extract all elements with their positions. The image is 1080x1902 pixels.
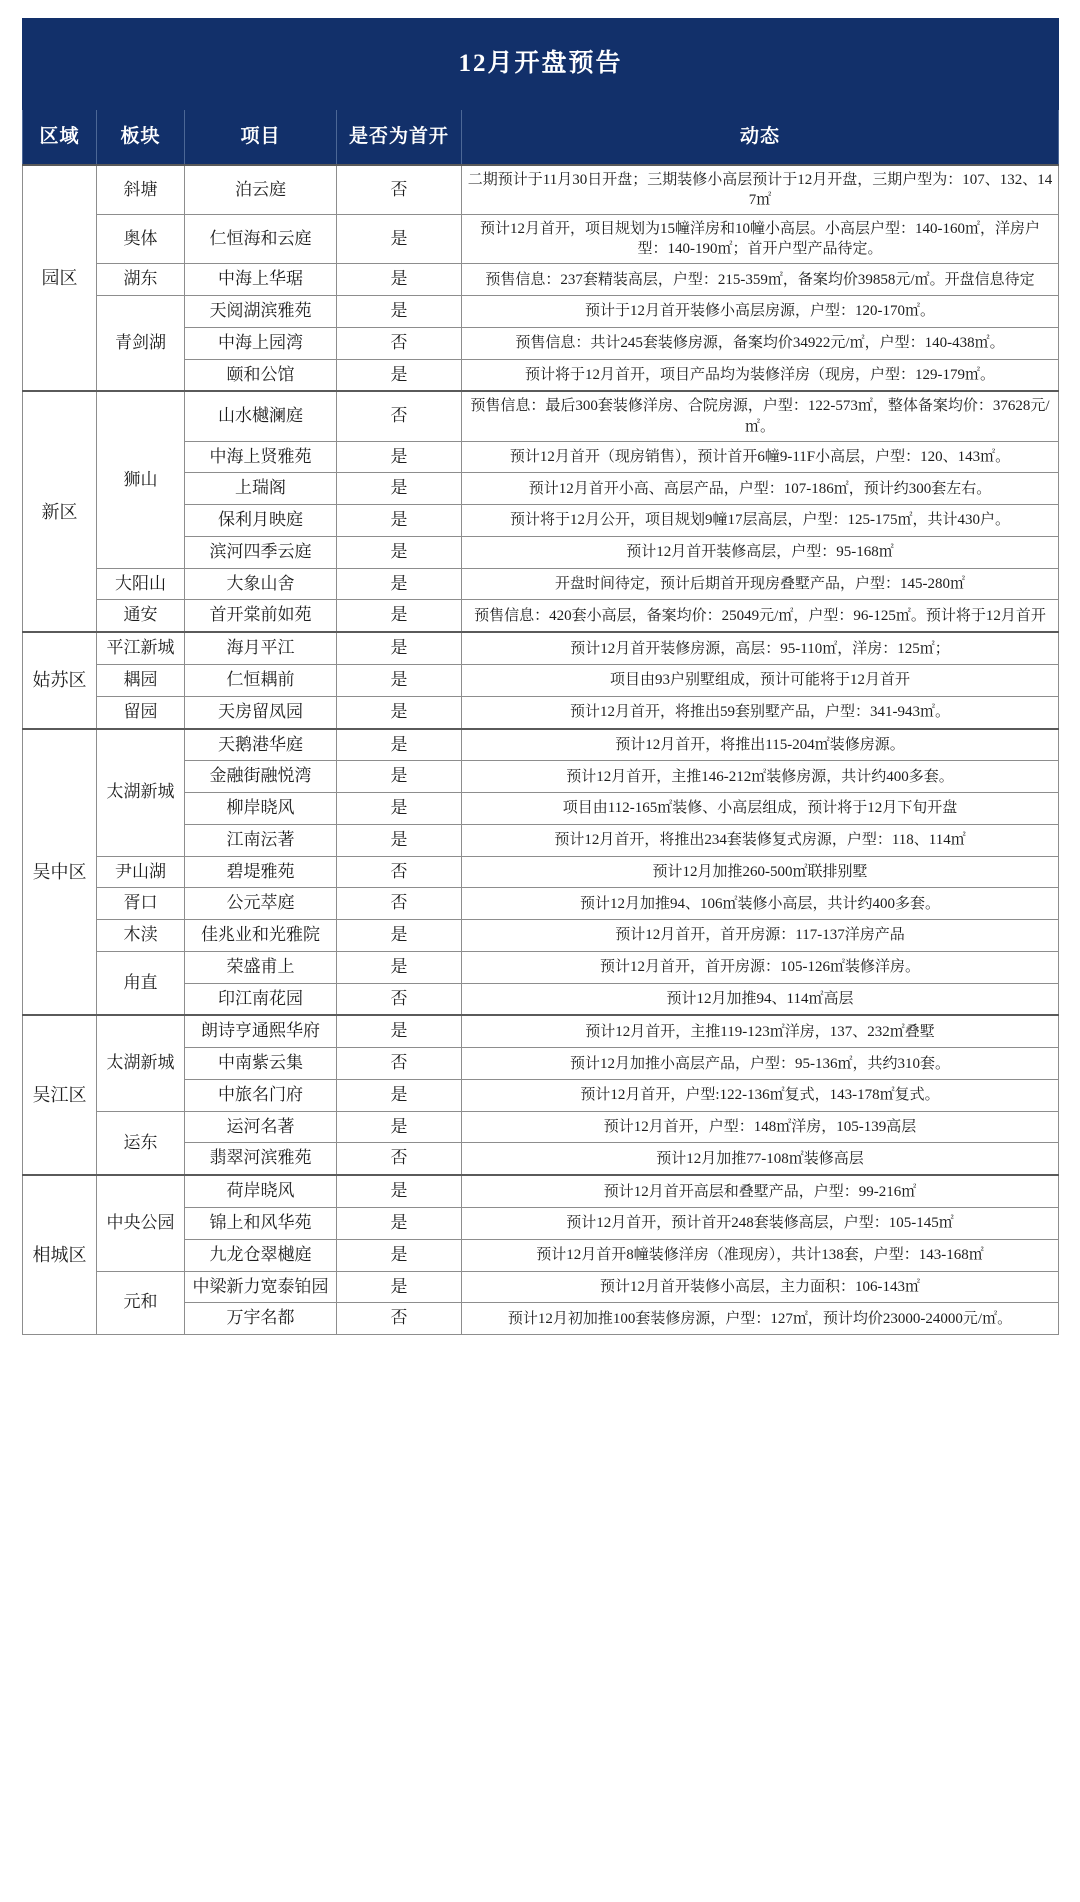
cell-plate: 木渎: [97, 920, 185, 952]
cell-is-first-opening: 是: [337, 1111, 462, 1143]
cell-note: 预计12月首开，预计首开248套装修高层，户型：105-145㎡: [462, 1208, 1059, 1240]
cell-project: 天阅湖滨雅苑: [185, 296, 337, 328]
cell-is-first-opening: 是: [337, 215, 462, 264]
cell-note: 预计12月首开，户型：148㎡洋房，105-139高层: [462, 1111, 1059, 1143]
cell-note: 预计12月首开，将推出59套别墅产品，户型：341-943㎡。: [462, 696, 1059, 728]
table-row: [23, 696, 1059, 728]
cell-note: 预计12月初加推100套装修房源，户型：127㎡，预计均价23000-24000元/㎡。: [462, 1303, 1059, 1335]
cell-project: 柳岸晓风: [185, 793, 337, 825]
cell-plate: 湖东: [97, 264, 185, 296]
cell-is-first-opening: 否: [337, 391, 462, 441]
cell-project: 佳兆业和光雅院: [185, 920, 337, 952]
table-row: [23, 888, 1059, 920]
cell-project: 仁恒海和云庭: [185, 215, 337, 264]
cell-plate: 中央公园: [97, 1175, 185, 1271]
table-row: [23, 664, 1059, 696]
cell-project: 颐和公馆: [185, 359, 337, 391]
cell-is-first-opening: 否: [337, 1048, 462, 1080]
cell-plate: 斜塘: [97, 165, 185, 215]
cell-region: 吴中区: [23, 729, 97, 1016]
cell-project: 中海上园湾: [185, 327, 337, 359]
cell-plate: 甪直: [97, 951, 185, 1015]
cell-is-first-opening: 是: [337, 505, 462, 537]
table-row: [23, 1175, 1059, 1207]
cell-note: 预售信息：最后300套装修洋房、合院房源，户型：122-573㎡，整体备案均价：37628元/㎡。: [462, 391, 1059, 441]
table-row: [23, 1271, 1059, 1303]
cell-plate: 大阳山: [97, 568, 185, 600]
cell-plate: 青剑湖: [97, 296, 185, 392]
cell-is-first-opening: 是: [337, 951, 462, 983]
cell-is-first-opening: 是: [337, 632, 462, 664]
cell-is-first-opening: 否: [337, 327, 462, 359]
cell-is-first-opening: 否: [337, 165, 462, 215]
cell-project: 九龙仓翠樾庭: [185, 1239, 337, 1271]
column-header-project: 项目: [185, 110, 337, 166]
cell-note: 预计12月首开，首开房源：117-137洋房产品: [462, 920, 1059, 952]
table-row: [23, 296, 1059, 328]
cell-project: 大象山舍: [185, 568, 337, 600]
cell-note: 预售信息：共计245套装修房源，备案均价34922元/㎡，户型：140-438㎡。: [462, 327, 1059, 359]
cell-is-first-opening: 是: [337, 1175, 462, 1207]
cell-note: 预计12月加推小高层产品，户型：95-136㎡，共约310套。: [462, 1048, 1059, 1080]
cell-is-first-opening: 是: [337, 600, 462, 632]
cell-project: 中南紫云集: [185, 1048, 337, 1080]
cell-project: 中梁新力宽泰铂园: [185, 1271, 337, 1303]
cell-note: 预计12月首开8幢装修洋房（准现房），共计138套，户型：143-168㎡: [462, 1239, 1059, 1271]
cell-project: 保利月映庭: [185, 505, 337, 537]
cell-note: 预计12月加推94、106㎡装修小高层，共计约400多套。: [462, 888, 1059, 920]
table-body: [23, 165, 1059, 1335]
cell-is-first-opening: 是: [337, 568, 462, 600]
cell-is-first-opening: 是: [337, 664, 462, 696]
cell-note: 预计12月加推260-500㎡联排别墅: [462, 856, 1059, 888]
cell-note: 预计12月首开装修小高层，主力面积：106-143㎡: [462, 1271, 1059, 1303]
cell-plate: 运东: [97, 1111, 185, 1175]
cell-is-first-opening: 是: [337, 824, 462, 856]
cell-is-first-opening: 是: [337, 920, 462, 952]
table-row: [23, 1111, 1059, 1143]
cell-plate: 太湖新城: [97, 729, 185, 857]
cell-plate: 狮山: [97, 391, 185, 568]
cell-is-first-opening: 否: [337, 1303, 462, 1335]
cell-project: 万宇名都: [185, 1303, 337, 1335]
cell-project: 印江南花园: [185, 983, 337, 1015]
cell-note: 预计12月首开，主推146-212㎡装修房源，共计约400多套。: [462, 761, 1059, 793]
cell-project: 上瑞阁: [185, 473, 337, 505]
cell-note: 预计12月首开小高、高层产品，户型：107-186㎡，预计约300套左右。: [462, 473, 1059, 505]
cell-note: 二期预计于11月30日开盘；三期装修小高层预计于12月开盘，三期户型为：107、132、147㎡: [462, 165, 1059, 215]
cell-project: 山水樾澜庭: [185, 391, 337, 441]
cell-is-first-opening: 是: [337, 441, 462, 473]
cell-note: 预计12月首开，将推出115-204㎡装修房源。: [462, 729, 1059, 761]
cell-project: 首开棠前如苑: [185, 600, 337, 632]
cell-project: 江南沄著: [185, 824, 337, 856]
column-header-plate: 板块: [97, 110, 185, 166]
cell-plate: 留园: [97, 696, 185, 728]
cell-project: 运河名著: [185, 1111, 337, 1143]
cell-project: 滨河四季云庭: [185, 536, 337, 568]
table-row: [23, 391, 1059, 441]
cell-plate: 平江新城: [97, 632, 185, 664]
cell-note: 预计12月首开，项目规划为15幢洋房和10幢小高层。小高层户型：140-160㎡，洋房户型：140-190㎡；首开户型产品待定。: [462, 215, 1059, 264]
cell-plate: 通安: [97, 600, 185, 632]
opening-schedule-table: [22, 18, 1059, 1335]
cell-is-first-opening: 是: [337, 729, 462, 761]
cell-project: 泊云庭: [185, 165, 337, 215]
table-head: [23, 19, 1059, 166]
cell-is-first-opening: 是: [337, 1015, 462, 1047]
cell-is-first-opening: 否: [337, 856, 462, 888]
cell-project: 天鹅港华庭: [185, 729, 337, 761]
cell-region: 相城区: [23, 1175, 97, 1334]
cell-note: 预计12月首开装修高层，户型：95-168㎡: [462, 536, 1059, 568]
cell-project: 仁恒耦前: [185, 664, 337, 696]
cell-plate: 胥口: [97, 888, 185, 920]
cell-is-first-opening: 是: [337, 1208, 462, 1240]
cell-region: 姑苏区: [23, 632, 97, 728]
cell-project: 朗诗亨通熙华府: [185, 1015, 337, 1047]
cell-note: 预计12月首开装修房源，高层：95-110㎡，洋房：125㎡；: [462, 632, 1059, 664]
cell-project: 中海上贤雅苑: [185, 441, 337, 473]
page-title: 12月开盘预告: [23, 19, 1059, 110]
cell-is-first-opening: 是: [337, 264, 462, 296]
cell-plate: 尹山湖: [97, 856, 185, 888]
table-row: [23, 600, 1059, 632]
cell-is-first-opening: 是: [337, 1239, 462, 1271]
cell-project: 荷岸晓风: [185, 1175, 337, 1207]
cell-is-first-opening: 是: [337, 1079, 462, 1111]
table-row: [23, 632, 1059, 664]
cell-note: 预计12月首开，主推119-123㎡洋房，137、232㎡叠墅: [462, 1015, 1059, 1047]
cell-project: 中旅名门府: [185, 1079, 337, 1111]
table-row: [23, 951, 1059, 983]
cell-project: 锦上和风华苑: [185, 1208, 337, 1240]
cell-project: 碧堤雅苑: [185, 856, 337, 888]
cell-note: 预计12月首开，户型:122-136㎡复式，143-178㎡复式。: [462, 1079, 1059, 1111]
cell-project: 公元萃庭: [185, 888, 337, 920]
cell-note: 项目由93户别墅组成，预计可能将于12月首开: [462, 664, 1059, 696]
cell-is-first-opening: 是: [337, 536, 462, 568]
cell-is-first-opening: 否: [337, 1143, 462, 1175]
cell-is-first-opening: 否: [337, 983, 462, 1015]
cell-note: 项目由112-165㎡装修、小高层组成，预计将于12月下旬开盘: [462, 793, 1059, 825]
column-header-first: 是否为首开: [337, 110, 462, 166]
table-row: [23, 568, 1059, 600]
cell-project: 中海上华琚: [185, 264, 337, 296]
cell-region: 吴江区: [23, 1015, 97, 1175]
cell-plate: 奥体: [97, 215, 185, 264]
cell-note: 开盘时间待定，预计后期首开现房叠墅产品，户型：145-280㎡: [462, 568, 1059, 600]
cell-note: 预售信息：420套小高层，备案均价：25049元/㎡，户型：96-125㎡。预计将于12月首开: [462, 600, 1059, 632]
column-header-region: 区域: [23, 110, 97, 166]
cell-is-first-opening: 是: [337, 761, 462, 793]
cell-is-first-opening: 是: [337, 359, 462, 391]
cell-note: 预计12月加推94、114㎡高层: [462, 983, 1059, 1015]
table-row: [23, 165, 1059, 215]
cell-note: 预计12月首开，将推出234套装修复式房源，户型：118、114㎡: [462, 824, 1059, 856]
cell-plate: 太湖新城: [97, 1015, 185, 1111]
cell-is-first-opening: 否: [337, 888, 462, 920]
cell-note: 预计于12月首开装修小高层房源，户型：120-170㎡。: [462, 296, 1059, 328]
cell-project: 天房留凤园: [185, 696, 337, 728]
cell-is-first-opening: 是: [337, 696, 462, 728]
cell-is-first-opening: 是: [337, 1271, 462, 1303]
table-row: [23, 264, 1059, 296]
cell-note: 预售信息：237套精装高层，户型：215-359㎡，备案均价39858元/㎡。开盘信息待定: [462, 264, 1059, 296]
cell-note: 预计12月首开，首开房源：105-126㎡装修洋房。: [462, 951, 1059, 983]
column-header-row: [23, 110, 1059, 166]
cell-note: 预计12月首开（现房销售），预计首开6幢9-11F小高层，户型：120、143㎡。: [462, 441, 1059, 473]
cell-plate: 元和: [97, 1271, 185, 1335]
cell-is-first-opening: 是: [337, 473, 462, 505]
cell-project: 荣盛甫上: [185, 951, 337, 983]
cell-project: 翡翠河滨雅苑: [185, 1143, 337, 1175]
column-header-note: 动态: [462, 110, 1059, 166]
table-title-row: [23, 19, 1059, 110]
cell-is-first-opening: 是: [337, 296, 462, 328]
cell-project: 海月平江: [185, 632, 337, 664]
table-row: [23, 856, 1059, 888]
table-row: [23, 215, 1059, 264]
cell-project: 金融街融悦湾: [185, 761, 337, 793]
table-row: [23, 920, 1059, 952]
cell-region: 新区: [23, 391, 97, 632]
cell-note: 预计将于12月首开，项目产品均为装修洋房（现房，户型：129-179㎡。: [462, 359, 1059, 391]
cell-plate: 耦园: [97, 664, 185, 696]
cell-region: 园区: [23, 165, 97, 391]
cell-note: 预计12月加推77-108㎡装修高层: [462, 1143, 1059, 1175]
cell-is-first-opening: 是: [337, 793, 462, 825]
table-row: [23, 729, 1059, 761]
table-row: [23, 1015, 1059, 1047]
cell-note: 预计12月首开高层和叠墅产品，户型：99-216㎡: [462, 1175, 1059, 1207]
cell-note: 预计将于12月公开，项目规划9幢17层高层，户型：125-175㎡，共计430户。: [462, 505, 1059, 537]
